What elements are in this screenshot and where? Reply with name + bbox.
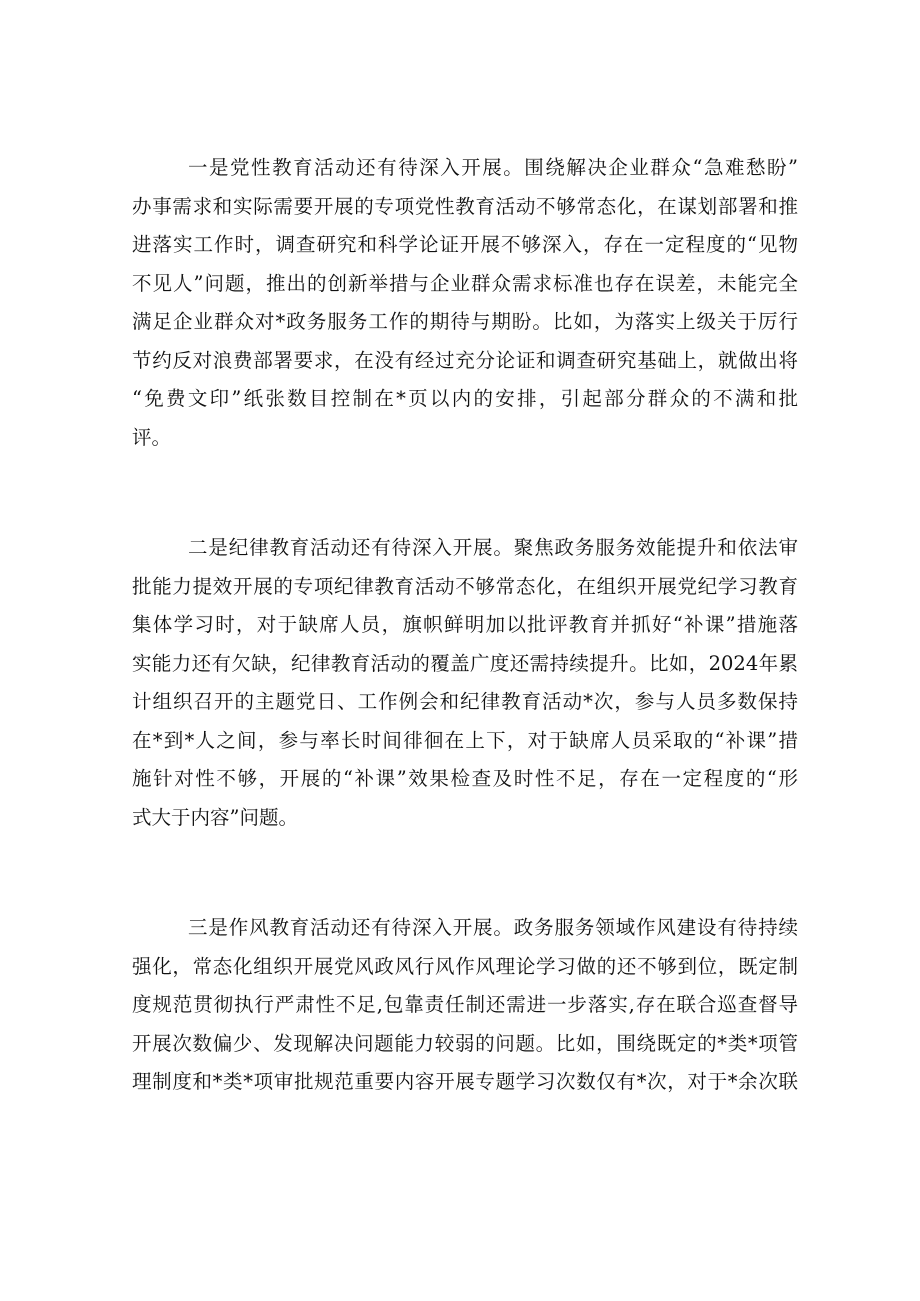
paragraph-line: 强化，常态化组织开展党风政风行风作风理论学习做的还不够到位，既定制 <box>132 954 798 978</box>
paragraph-line: 计组织召开的主题党日、工作例会和纪律教育活动*次，参与人员多数保持 <box>132 690 798 713</box>
paragraph-line: 在*到*人之间，参与率长时间徘徊在上下，对于缺席人员采取的“补课”措 <box>132 728 798 752</box>
paragraph-line: 满足企业群众对*政务服务工作的期待与期盼。比如，为落实上级关于厉行 <box>132 310 798 333</box>
paragraph-discipline-education <box>132 529 798 837</box>
paragraph-line: 进落实工作时，调查研究和科学论证开展不够深入，存在一定程度的“见物 <box>132 233 798 256</box>
paragraph-line: 度规范贯彻执行严肃性不足,包靠责任制还需进一步落实,存在联合巡查督导 <box>132 993 798 1016</box>
paragraph-party-spirit-education <box>132 149 798 457</box>
paragraph-line: 批能力提效开展的专项纪律教育活动不够常态化，在组织开展党纪学习教育 <box>132 574 798 598</box>
paragraph-line: 施针对性不够，开展的“补课”效果检查及时性不足，存在一定程度的“形 <box>132 767 798 790</box>
paragraph-line: 评。 <box>132 425 172 449</box>
paragraph-line: 三是作风教育活动还有待深入开展。政务服务领域作风建设有待持续 <box>188 916 798 939</box>
paragraph-line: 理制度和*类*项审批规范重要内容开展专题学习次数仅有*次，对于*余次联 <box>132 1070 798 1093</box>
paragraph-line: 二是纪律教育活动还有待深入开展。聚焦政务服务效能提升和依法审 <box>188 536 798 559</box>
paragraph-line: 办事需求和实际需要开展的专项党性教育活动不够常态化，在谋划部署和推 <box>132 194 798 218</box>
paragraph-work-style-education <box>132 909 798 1102</box>
paragraph-line: 节约反对浪费部署要求，在没有经过充分论证和调查研究基础上，就做出将 <box>132 348 798 372</box>
paragraph-line: 开展次数偏少、发现解决问题能力较弱的问题。比如，围绕既定的*类*项管 <box>132 1031 798 1055</box>
paragraph-line: 一是党性教育活动还有待深入开展。围绕解决企业群众“急难愁盼” <box>188 156 798 179</box>
paragraph-line: 式大于内容”问题。 <box>132 805 298 829</box>
paragraph-line: 集体学习时，对于缺席人员，旗帜鲜明加以批评教育并抓好“补课”措施落 <box>132 613 798 636</box>
paragraph-line: 不见人”问题，推出的创新举措与企业群众需求标准也存在误差，未能完全 <box>132 271 798 295</box>
paragraph-line: “免费文印”纸张数目控制在*页以内的安排，引起部分群众的不满和批 <box>132 387 798 410</box>
paragraph-line: 实能力还有欠缺，纪律教育活动的覆盖广度还需持续提升。比如，2024年累 <box>132 651 798 675</box>
